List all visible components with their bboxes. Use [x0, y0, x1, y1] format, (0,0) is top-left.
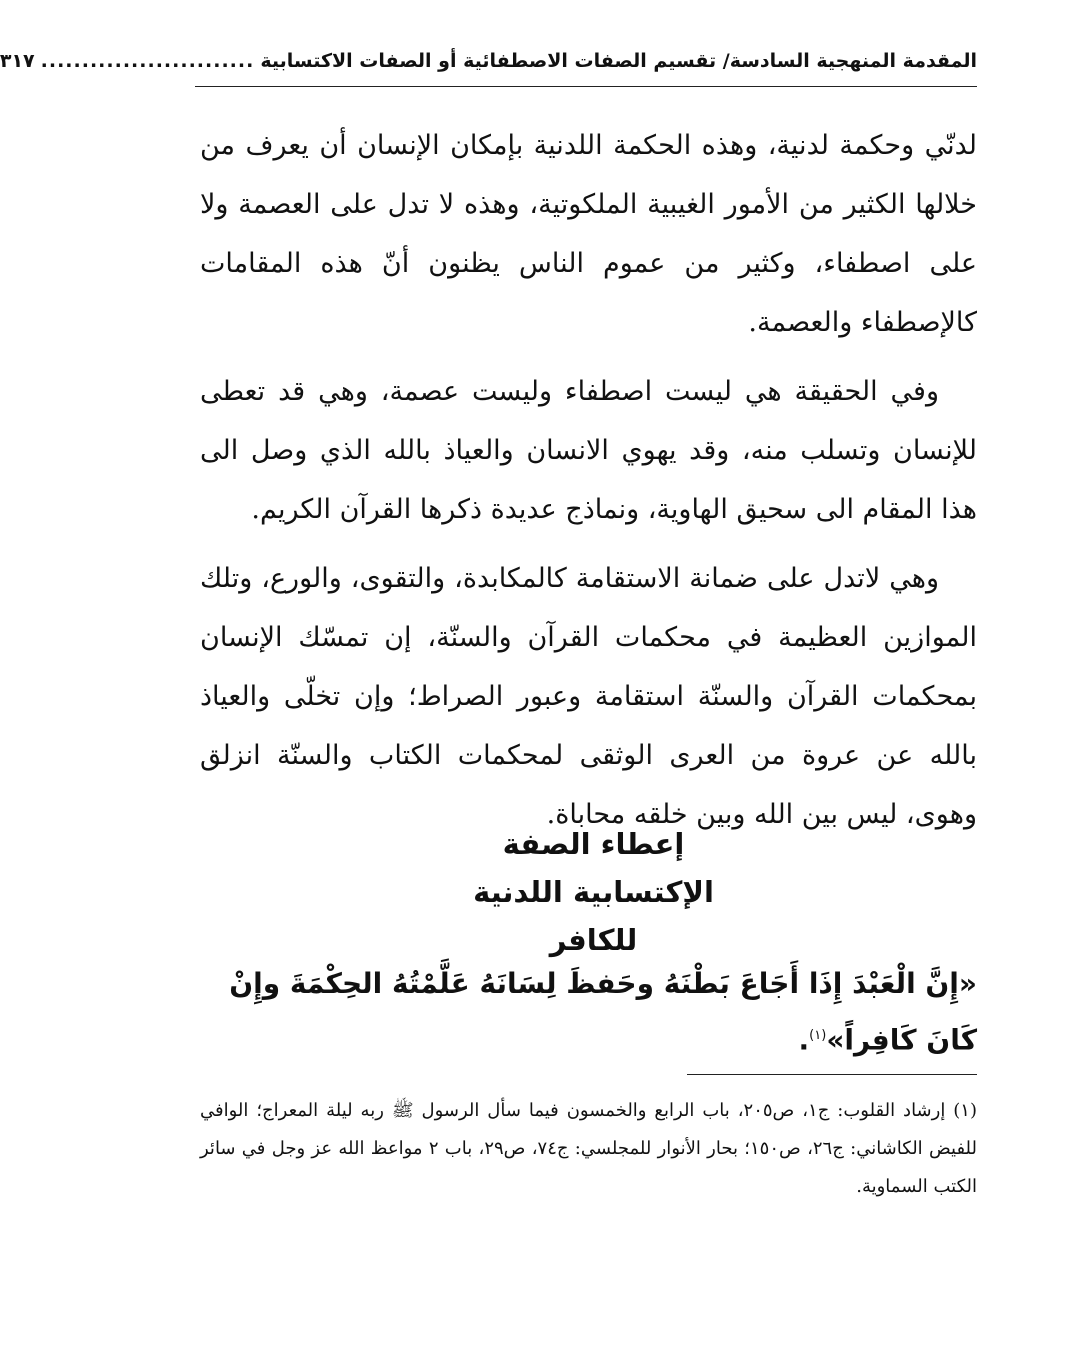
footnotes — [200, 1092, 977, 1206]
heading-line-3: للكافر — [549, 923, 638, 957]
heading-line-2: الإكتسابية اللدنية — [473, 875, 714, 909]
footnote-reference: (١) — [809, 1028, 827, 1043]
footnote-divider — [687, 1074, 977, 1075]
footnote-1: (١) إرشاد القلوب: ج١، ص٢٠٥، باب الرابع والخمسون فيما سأل الرسول ﷺ ربه ليلة المعراج؛ الوافي للفيض الكاشاني: ج٢٦، ص١٥٠؛ بحار الأنوار للمجلسي: ج٧٤، ص٢٩، باب ٢ مواعظ الله عز وجل في سائر الكتب السماوية. — [200, 1100, 977, 1197]
page-number: ٣١٧ — [0, 50, 35, 72]
paragraph-2: وفي الحقيقة هي ليست اصطفاء وليست عصمة، وهي قد تعطى للإنسان وتسلب منه، وقد يهوي الانسان والعياذ بالله الذي وصل الى هذا المقام الى سحيق الهاوية، ونماذج عديدة ذكرها القرآن الكريم. — [200, 376, 977, 525]
running-header — [0, 50, 977, 72]
header-title: المقدمة المنهجية السادسة/ تقسيم الصفات الاصطفائية أو الصفات الاكتسابية — [260, 50, 977, 72]
hadith-text: «إِنَّ الْعَبْدَ إِذَا أَجَاعَ بَطْنَهُ وحَفظَ لِسَانَهُ عَلَّمْتُهُ الحِكْمَةَ وإِنْ كَانَ كَافِراً» — [229, 967, 977, 1057]
header-divider — [195, 86, 977, 87]
heading-line-1: إعطاء الصفة — [502, 827, 685, 861]
paragraph-1: لدنّي وحكمة لدنية، وهذه الحكمة اللدنية بإمكان الإنسان أن يعرف من خلالها الكثير من الأمور الغيبية الملكوتية، وهذه لا تدل على العصمة ولا على اصطفاء، وكثير من عموم الناس يظنون أنّ هذه المقامات كالإصطفاء والعصمة. — [200, 130, 977, 338]
hadith-quote — [200, 958, 977, 1066]
paragraph-3: وهي لاتدل على ضمانة الاستقامة كالمكابدة، والتقوى، والورع، وتلك الموازين العظيمة في محكمات القرآن والسنّة، إن تمسّك الإنسان بمحكمات القرآن والسنّة استقامة وعبور الصراط؛ وإن تخلّى والعياذ بالله عن عروة من العرى الوثقى لمحكمات الكتاب والسنّة انزلق وهوى، ليس بين الله وبين خلقه محاباة. — [200, 563, 977, 830]
section-heading — [100, 820, 1087, 964]
header-leader-dots: .......................... — [40, 50, 255, 72]
hadith-end-mark: . — [798, 1023, 810, 1057]
body-text — [200, 116, 977, 854]
